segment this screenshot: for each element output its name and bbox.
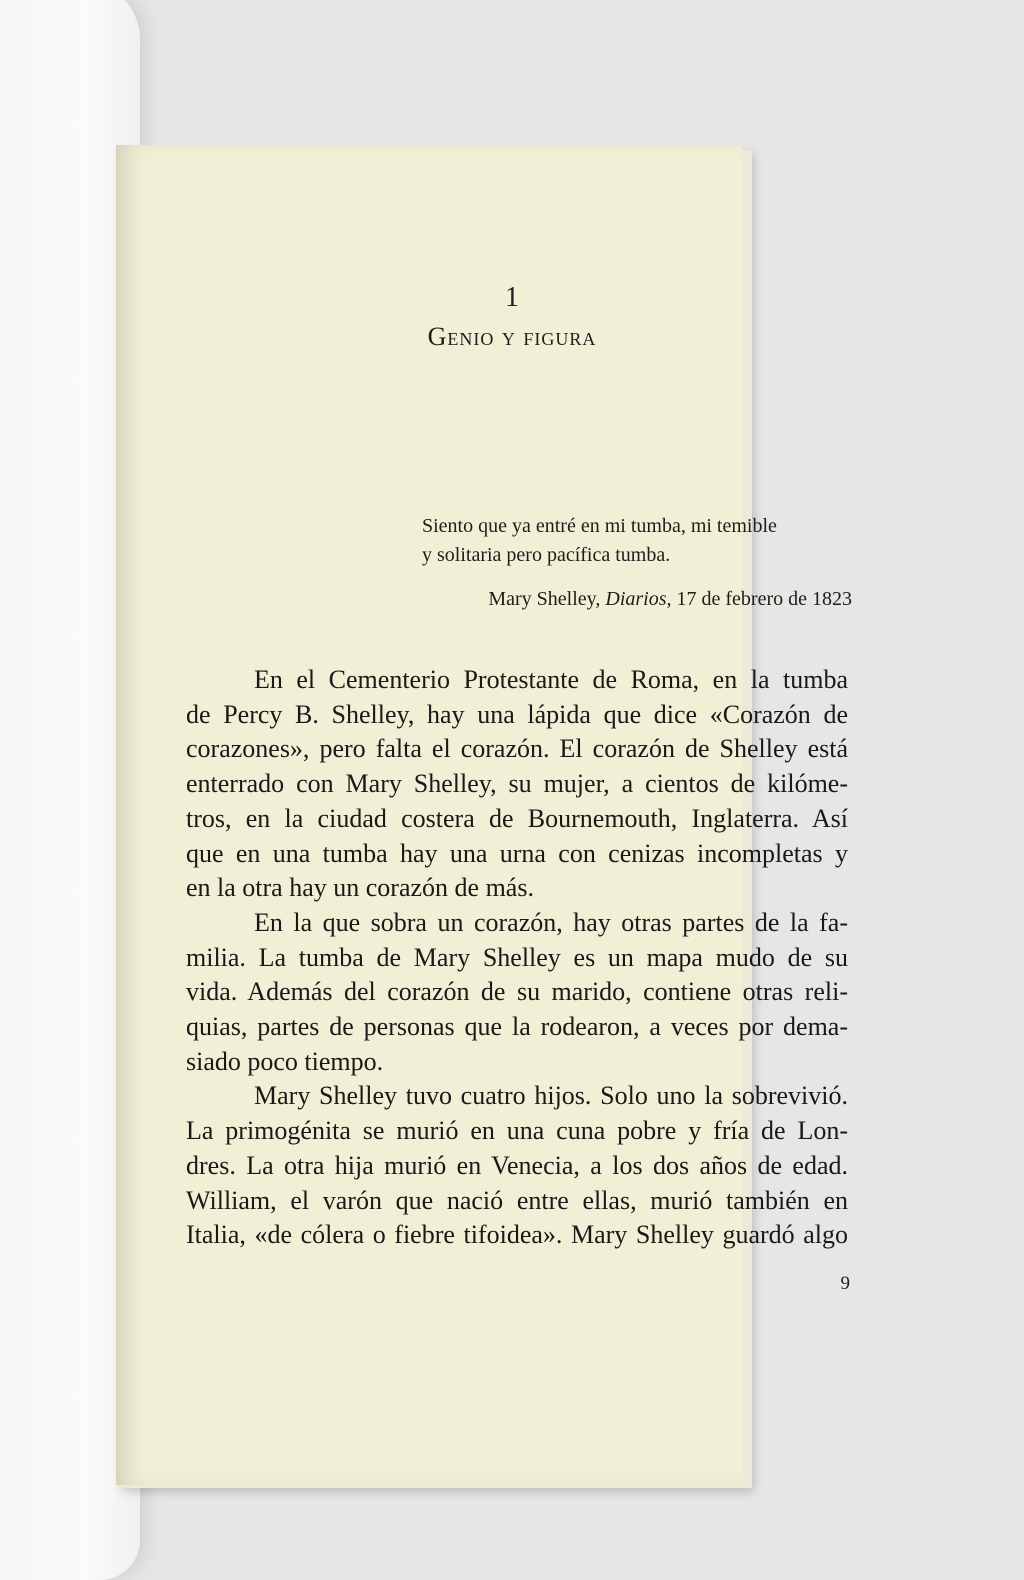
chapter-title: Genio y figura: [427, 322, 597, 351]
epigraph-author: Mary Shelley,: [488, 588, 601, 610]
body-line: siado poco tiempo.: [186, 1046, 384, 1076]
body-line: William, el varón que nació entre ellas, murió también en: [186, 1185, 848, 1215]
body-line: corazones», pero falta el corazón. El corazón de Shelley está: [186, 734, 848, 764]
epigraph-date: 17 de febrero de 1823: [676, 588, 852, 610]
body-line: En el Cementerio Protestante de Roma, en la tumba: [254, 665, 848, 694]
body-line: milia. La tumba de Mary Shelley es un mapa mudo de su: [186, 942, 848, 972]
epigraph-source: [372, 588, 852, 611]
chapter-number: 1: [505, 282, 519, 313]
epigraph-line: y solitaria pero pacífica tumba.: [422, 544, 671, 566]
body-line: quias, partes de personas que la rodearon, a veces por dema-: [186, 1012, 848, 1042]
page-number: 9: [840, 1273, 850, 1294]
body-line: que en una tumba hay una urna con cenizas incompletas y: [186, 838, 848, 868]
epigraph-work: Diarios,: [605, 588, 672, 610]
body-text: [186, 663, 848, 1253]
epigraph-line: Siento que ya entré en mi tumba, mi temible: [422, 515, 777, 537]
body-line: dres. La otra hija murió en Venecia, a los dos años de edad.: [186, 1150, 848, 1180]
body-line: de Percy B. Shelley, hay una lápida que dice «Corazón de: [186, 699, 848, 729]
epigraph: [422, 512, 852, 570]
body-line: En la que sobra un corazón, hay otras partes de la fa-: [254, 907, 848, 937]
body-line: vida. Además del corazón de su marido, contiene otras reli-: [186, 977, 848, 1007]
body-line: Mary Shelley tuvo cuatro hijos. Solo uno la sobrevivió.: [254, 1081, 848, 1111]
body-line: tros, en la ciudad costera de Bournemouth, Inglaterra. Así: [186, 803, 848, 833]
body-line: Italia, «de cólera o fiebre tifoidea». Mary Shelley guardó algo: [186, 1220, 848, 1250]
body-line: enterrado con Mary Shelley, su mujer, a cientos de kilóme-: [186, 769, 848, 799]
body-line: La primogénita se murió en una cuna pobre y fría de Lon-: [186, 1116, 848, 1146]
body-line: en la otra hay un corazón de más.: [186, 873, 534, 903]
